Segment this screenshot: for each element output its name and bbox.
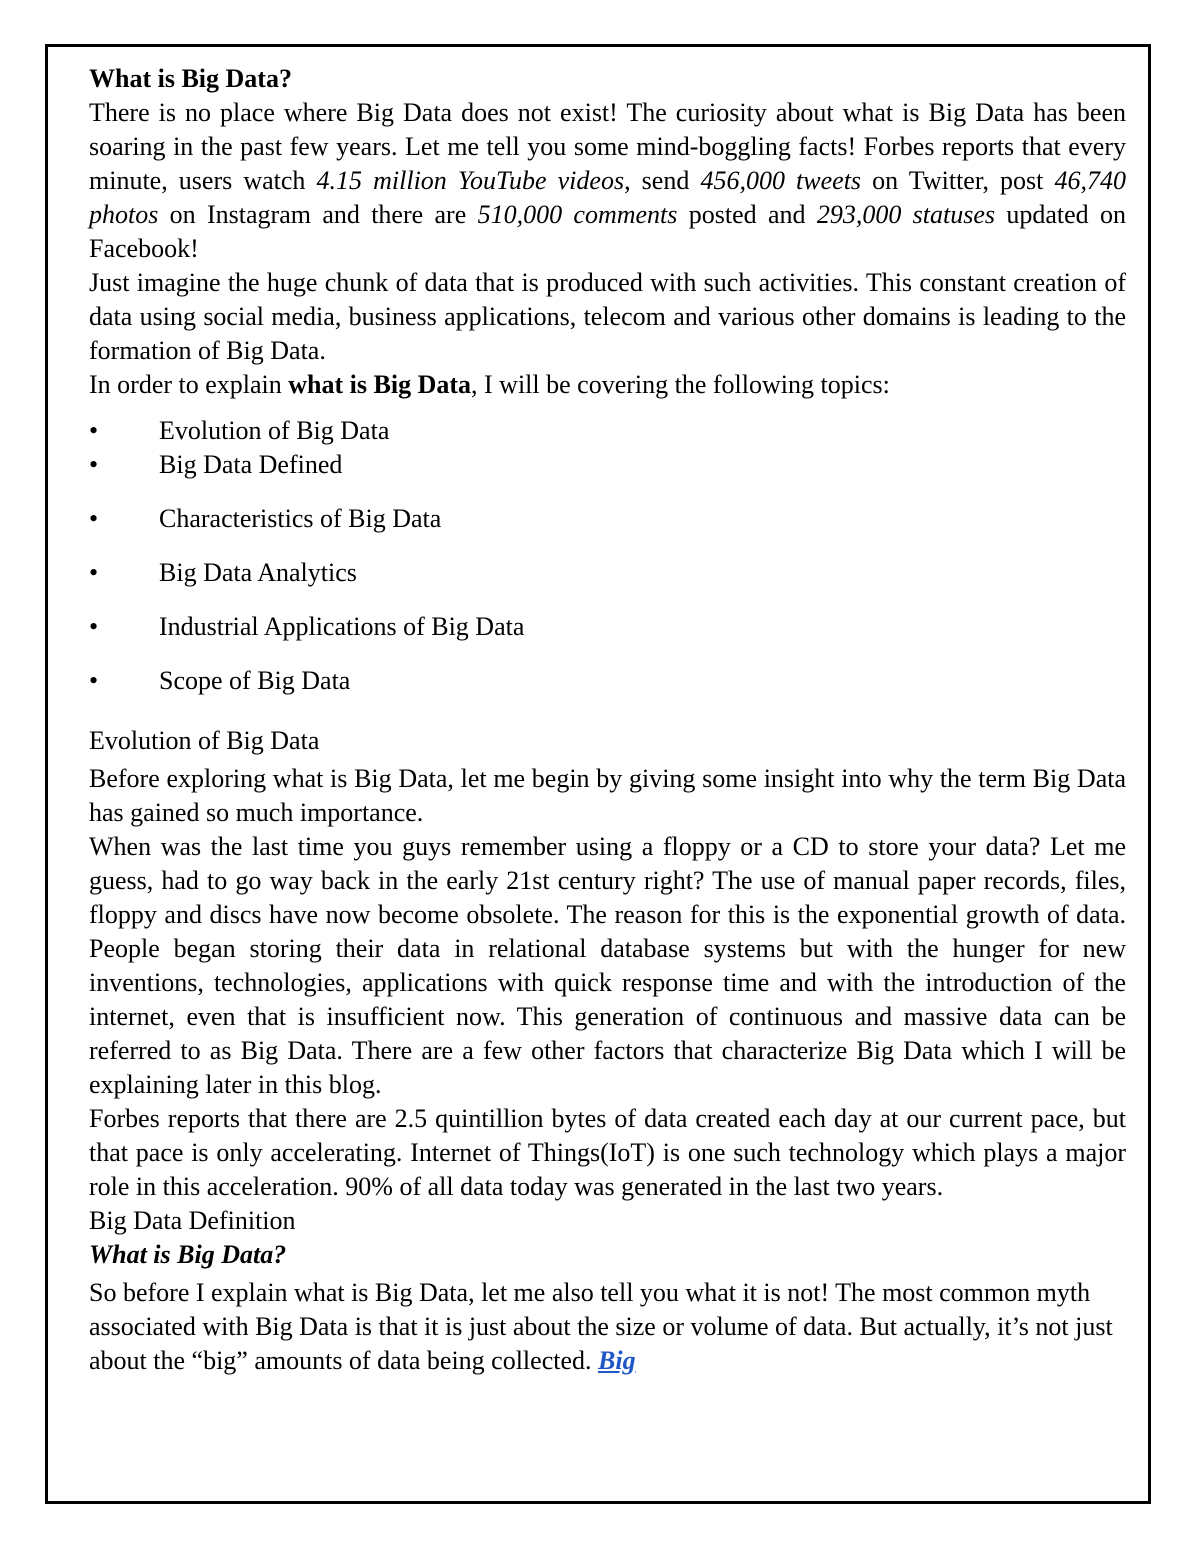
topics-list bbox=[89, 414, 1126, 698]
intro-paragraph-1 bbox=[89, 96, 1126, 266]
text-run: , send bbox=[624, 166, 701, 195]
main-heading: What is Big Data? bbox=[89, 64, 292, 93]
text-run: , I will be covering the following topics: bbox=[471, 370, 890, 399]
evolution-paragraph-3: Forbes reports that there are 2.5 quintillion bytes of data created each day at our current pace, but that pace is only accelerating. Internet of Things(IoT) is one such technology which plays a major role in this acceleration. 90% of all data today was generated in the last two years. bbox=[89, 1104, 1126, 1201]
bullet-icon: • bbox=[89, 558, 99, 587]
bullet-icon: • bbox=[89, 450, 99, 479]
definition-title: Big Data Definition bbox=[89, 1206, 296, 1235]
list-item-label: Big Data Defined bbox=[159, 450, 343, 479]
list-item-label: Industrial Applications of Big Data bbox=[159, 612, 525, 641]
bullet-icon: • bbox=[89, 612, 99, 641]
text-run: In order to explain bbox=[89, 370, 289, 399]
evolution-paragraph-1: Before exploring what is Big Data, let me begin by giving some insight into why the term Big Data has gained so much importance. bbox=[89, 764, 1126, 827]
list-item-label: Big Data Analytics bbox=[159, 558, 357, 587]
list-item-label: Scope of Big Data bbox=[159, 666, 351, 695]
bullet-icon: • bbox=[89, 666, 99, 695]
list-item bbox=[89, 448, 1126, 482]
list-item bbox=[89, 556, 1126, 590]
text-run: updated on Facebook! bbox=[89, 200, 1126, 263]
list-item-label: Evolution of Big Data bbox=[159, 416, 390, 445]
text-run: on Instagram and there are bbox=[158, 200, 478, 229]
document-body bbox=[89, 62, 1126, 1378]
big-data-link[interactable]: Big bbox=[598, 1346, 636, 1375]
emphasis-comments: 510,000 comments bbox=[477, 200, 678, 229]
text-run: on Twitter, post bbox=[861, 166, 1055, 195]
text-run: There is no place where Big Data does not exist! The curiosity about what is Big Data has been soaring in the past few years. Let me tell you some mind-boggling facts! Forbes reports that every minute, users watch bbox=[89, 98, 1126, 195]
intro-paragraph-3 bbox=[89, 368, 1126, 402]
list-item bbox=[89, 414, 1126, 448]
emphasis-photos: 46,740 photos bbox=[89, 166, 1126, 229]
list-item-label: Characteristics of Big Data bbox=[159, 504, 442, 533]
bold-phrase: what is Big Data bbox=[288, 370, 472, 399]
evolution-title: Evolution of Big Data bbox=[89, 726, 320, 755]
emphasis-youtube: 4.15 million YouTube videos bbox=[316, 166, 625, 195]
emphasis-tweets: 456,000 tweets bbox=[700, 166, 862, 195]
list-item bbox=[89, 664, 1126, 698]
emphasis-statuses: 293,000 statuses bbox=[816, 200, 996, 229]
evolution-paragraph-2: When was the last time you guys remember using a floppy or a CD to store your data? Let me guess, had to go way back in the early 21st century right? The use of manual paper records, files, floppy and discs have now become obsolete. The reason for this is the exponential growth of data. People began storing their data in relational database systems but with the hunger for new inventions, technologies, applications with quick response time and with the introduction of the internet, even that is insufficient now. This generation of continuous and massive data can be referred to as Big Data. There are a few other factors that characterize Big Data which I will be explaining later in this blog. bbox=[89, 832, 1126, 1099]
list-item bbox=[89, 502, 1126, 536]
bullet-icon: • bbox=[89, 504, 99, 533]
definition-subtitle: What is Big Data? bbox=[89, 1240, 287, 1269]
text-run: posted and bbox=[677, 200, 817, 229]
definition-paragraph-1 bbox=[89, 1276, 1126, 1378]
bullet-icon: • bbox=[89, 416, 99, 445]
list-item bbox=[89, 610, 1126, 644]
intro-paragraph-2: Just imagine the huge chunk of data that is produced with such activities. This constant creation of data using social media, business applications, telecom and various other domains is leading to the formation of Big Data. bbox=[89, 268, 1126, 365]
text-run: So before I explain what is Big Data, let me also tell you what it is not! The most common myth associated with Big Data is that it is just about the size or volume of data. But actually, it’s not just about the “big” amounts of data being collected. bbox=[89, 1278, 1113, 1375]
